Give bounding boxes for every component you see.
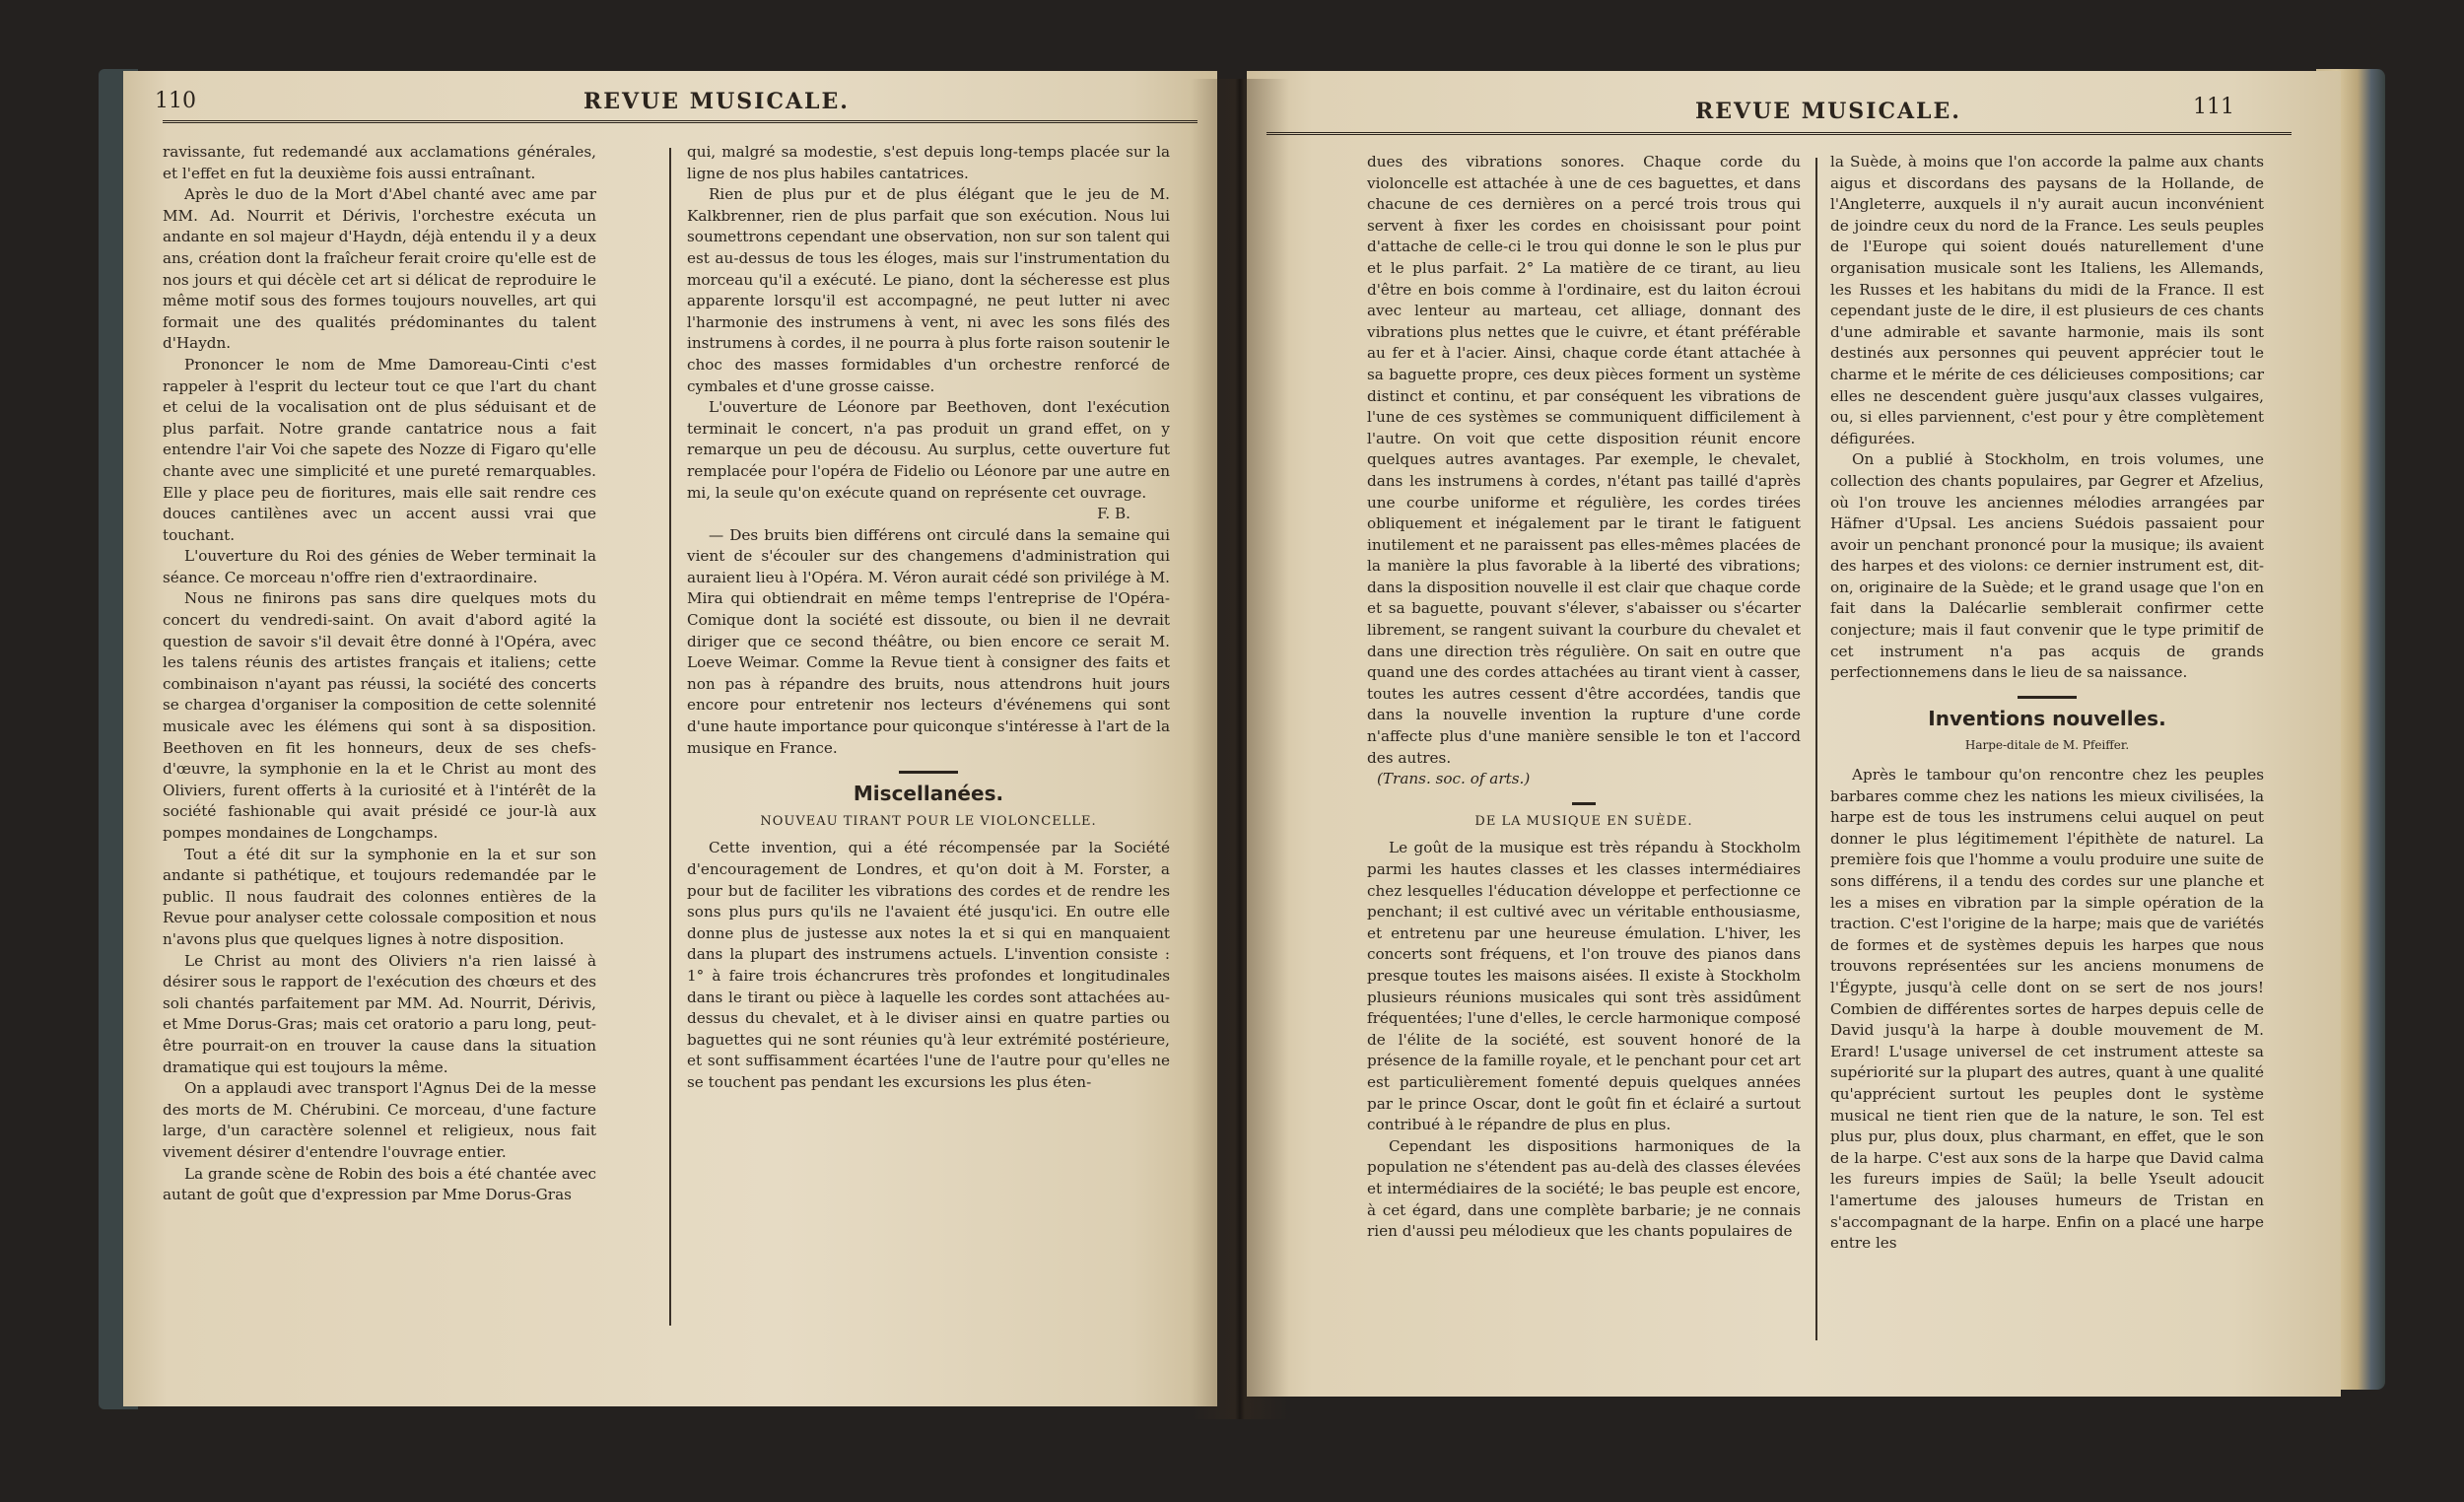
running-head-left: REVUE MUSICALE. (583, 89, 850, 114)
left-col1-paragraph: Après le duo de la Mort d'Abel chanté avec ame par MM. Ad. Nourrit et Dérivis, l'orchestre exécuta un andante en sol majeur d'Haydn, déjà entendu il y a deux ans, création dont la fraîcheur ferait croire qu'elle est de nos jours et qui décèle cet art si délicat de reproduire le même motif sous des formes toujours nouvelles, art qui formait une des qualités prédominantes du talent d'Haydn. (163, 185, 596, 353)
right-page-column-2 (1830, 152, 2264, 1255)
header-rule-right (1266, 132, 2292, 135)
left-col1-paragraph: La grande scène de Robin des bois a été chantée avec autant de goût que d'expression par Mme Dorus-Gras (163, 1164, 596, 1204)
left-col1-paragraph: L'ouverture du Roi des génies de Weber terminait la séance. Ce morceau n'offre rien d'extraordinaire. (163, 547, 596, 586)
left-col2-paragraph: L'ouverture de Léonore par Beethoven, dont l'exécution terminait le concert, n'a pas produit un grand effet, on y remarque un peu de décousu. Au surplus, cette ouverture fut remplacée pour l'opéra de Fidelio ou Léonore par une autre en mi, la seule qu'on exécute quand on représente cet ouvrage. (687, 398, 1170, 502)
right-col1-suede-paragraph: Cependant les dispositions harmoniques de la population ne s'étendent pas au-delà des classes élevées et intermédiaires de la société; le bas peuple est encore, à cet égard, dans une complète barbarie; je ne connais rien d'aussi peu mélodieux que les chants populaires de (1367, 1136, 1801, 1241)
section-separator (899, 771, 958, 774)
left-page-column-2 (687, 142, 1170, 1094)
page-number-left: 110 (155, 89, 196, 113)
column-rule-right (1815, 158, 1817, 1340)
left-col2-misc-paragraph: Cette invention, qui a été récompensée par la Société d'encouragement de Londres, et qu'on doit à M. Forster, a pour but de faciliter les vibrations des cordes et de rendre les sons plus purs qu'ils ne l'avaient été jusqu'ici. En outre elle donne plus de justesse aux notes la et si qui en manquaient dans la plupart des instrumens actuels. L'invention consiste : 1° à faire trois échancrures très profondes et longitudinales dans le tirant ou pièce à laquelle les cordes sont attachées au-dessus du chevalet, et à le diviser ainsi en quatre parties ou baguettes qui ne sont réunies qu'à leur extrémité postérieure, et sont suffisamment écartées l'une de l'autre pour qu'elles ne se touchent pas pendant les excursions les plus éten- (687, 839, 1170, 1091)
left-col1-paragraph: ravissante, fut redemandé aux acclamations générales, et l'effet en fut la deuxième fois aussi entraînant. (163, 143, 596, 182)
source-citation: (Trans. soc. of arts.) (1377, 770, 1531, 788)
left-col1-paragraph: On a applaudi avec transport l'Agnus Dei de la messe des morts de M. Chérubini. Ce morceau, d'une facture large, d'un caractère solennel et religieux, nous fait vivement désirer d'entendre l'ouvrage entier. (163, 1079, 596, 1161)
right-page-column-1 (1367, 152, 1801, 1243)
left-col1-paragraph: Prononcer le nom de Mme Damoreau-Cinti c'est rappeler à l'esprit du lecteur tout ce que l'art du chant et celui de la vocalisation ont de plus séduisant et de plus parfait. Notre grande cantatrice nous a fait entendre l'air Voi che sapete des Nozze di Figaro qu'elle chante avec une simplicité et une pureté remarquables. Elle y place peu de fioritures, mais elle sait rendre ces douces cantilènes avec un accent aussi vrai que touchant. (163, 355, 596, 544)
left-col2-paragraph: qui, malgré sa modestie, s'est depuis long-temps placée sur la ligne de nos plus habiles cantatrices. (687, 143, 1170, 182)
left-col2-news-paragraph: — Des bruits bien différens ont circulé dans la semaine qui vient de s'écouler sur des changemens d'administration qui auraient lieu à l'Opéra. M. Véron aurait cédé son privilége à M. Mira qui obtiendrait en même temps l'entreprise de l'Opéra-Comique dont la société est dissoute, ou bien il ne devrait diriger que ce second théâtre, ou bien encore ce serait M. Loeve Weimar. Comme la Revue tient à consigner des faits et non pas à répandre des bruits, nous attendrons huit jours encore pour entretenir nos lecteurs d'événemens qui sont d'une haute importance pour quiconque s'intéresse à l'art de la musique en France. (687, 525, 1170, 757)
column-rule-left (669, 148, 671, 1326)
right-page (1247, 71, 2341, 1397)
left-col1-paragraph: Le Christ au mont des Oliviers n'a rien laissé à désirer sous le rapport de l'exécution des chœurs et des soli chantés parfaitement par MM. Ad. Nourrit, Dérivis, et Mme Dorus-Gras; mais cet oratorio a paru long, peut-être pourrait-on en trouver la cause dans la situation dramatique qui est toujours la même. (163, 951, 596, 1076)
right-col2-paragraph: On a publié à Stockholm, en trois volumes, une collection des chants populaires, par Gegrer et Afzelius, où l'on trouve les anciennes mélodies arrangées par Häfner d'Upsal. Les anciens Suédois passaient pour avoir un penchant prononcé pour la musique; ils avaient des harpes et des violons: ce dernier instrument est, dit-on, originaire de la Suède; et le grand usage que l'on en fait dans la Dalécarlie semblerait confirmer cette conjecture; mais il faut convenir que le type primitif de cet instrument n'a pas acquis de grands perfectionnemens dans le lieu de sa naissance. (1830, 450, 2264, 682)
section-title-inventions: Inventions nouvelles. (1928, 706, 2166, 730)
left-col2-paragraph: Rien de plus pur et de plus élégant que le jeu de M. Kalkbrenner, rien de plus parfait que son exécution. Nous lui soumettrons cependant une observation, non sur son talent qui est au-dessus de tous les éloges, mais sur l'instrumentation du morceau qu'il a exécuté. Le piano, dont la sécheresse est plus apparente lorsqu'il est accompagné, ne peut lutter ni avec l'harmonie des instrumens à vent, ni avec les sons filés des instrumens à cordes, il ne pourra à plus forte raison soutenir le choc des masses formidables d'un orchestre renforcé de cymbales et d'une grosse caisse. (687, 185, 1170, 395)
right-col1-paragraph: dues des vibrations sonores. Chaque corde du violoncelle est attachée à une de ces baguettes, et dans chacune de ces dernières on a percé trois trous qui servent à fixer les cordes en choisissant pour point d'attache de celle-ci le trou qui donne le son le plus pur et le plus parfait. 2° La matière de ce tirant, au lieu d'être en bois comme à l'ordinaire, est du laiton écroui avec lenteur au marteau, cet alliage, donnant des vibrations plus nettes que le cuivre, et étant préférable au fer et à l'acier. Ainsi, chaque corde étant attachée à sa baguette propre, ces deux pièces forment un système distinct et continu, et par conséquent les vibrations de l'une de ces systèmes se communiquent difficilement à l'autre. On voit que cette disposition réunit encore quelques autres avantages. Par exemple, le chevalet, dans les instrumens à cordes, n'étant pas taillé d'après une courbe uniforme et régulière, les cordes tirées obliquement et inégalement par le tirant le fatiguent inutilement et ne paraissent pas elles-mêmes placées de la manière la plus favorable à la liberté des vibrations; dans la disposition nouvelle il est clair que chaque corde et sa baguette, pouvant s'élever, s'abaisser ou s'écarter librement, se rangent suivant la courbure du chevalet et dans une direction très régulière. On sait en outre que quand une des cordes attachées au tirant vient à casser, toutes les autres cessent d'être accordées, tandis que dans la nouvelle invention la rupture d'une corde n'affecte plus d'une manière sensible le ton et l'accord des autres. (1367, 153, 1801, 767)
page-number-right: 111 (2193, 95, 2234, 119)
right-col1-suede-paragraph: Le goût de la musique est très répandu à Stockholm parmi les hautes classes et les classes intermédiaires chez lesquelles l'éducation développe et perfectionne ce penchant; il est cultivé avec un véritable enthousiasme, et entretenu par une heureuse émulation. L'hiver, les concerts sont fréquens, et l'on trouve des pianos dans presque toutes les maisons aisées. Il existe à Stockholm plusieurs réunions musicales qui sont très assidûment fréquentées; l'une d'elles, le cercle harmonique composé de l'élite de la société, est souvent honoré de la présence de la famille royale, et le penchant pour cet art est particulièrement fomenté depuis quelques années par le prince Oscar, dont le goût fin et éclairé a surtout contribué à le répandre de plus en plus. (1367, 839, 1801, 1134)
signature-fb: F. B. (1097, 505, 1130, 523)
left-page (123, 71, 1217, 1406)
subsection-title-harpe: Harpe-ditale de M. Pfeiffer. (1964, 738, 2130, 753)
left-col1-paragraph: Nous ne finirons pas sans dire quelques mots du concert du vendredi-saint. On avait d'abord agité la question de savoir s'il devait être donné à l'Opéra, avec les talens réunis des artistes français et italiens; cette combinaison n'ayant pas réussi, la société des concerts se chargea d'organiser la composition de cette solennité musicale avec les élémens qui sont à sa disposition. Beethoven en fit les honneurs, deux de ses chefs-d'œuvre, la symphonie en la et le Christ au mont des Oliviers, furent offerts à la curiosité et à l'intérêt de la société fashionable qui avait présidé ce jour-là aux pompes mondaines de Longchamps. (163, 589, 596, 842)
running-head-right: REVUE MUSICALE. (1695, 99, 1961, 124)
left-page-column-1 (163, 142, 596, 1206)
subsection-separator (1572, 802, 1596, 805)
header-rule-left (163, 120, 1198, 123)
right-col2-harpe-paragraph: Après le tambour qu'on rencontre chez les peuples barbares comme chez les nations les mieux civilisées, la harpe est de tous les instrumens celui auquel on peut donner le plus légitimement l'épithète de naturel. La première fois que l'homme a voulu produire une suite de sons différens, il a tendu des cordes sur une planche et les a mises en vibration par la simple opération de la traction. C'est l'origine de la harpe; mais que de variétés de formes et de systèmes depuis les harpes que nous trouvons représentées sur les anciens monumens de l'Égypte, jusqu'à celle dont on se sert de nos jours! Combien de différentes sortes de harpes depuis celle de David jusqu'à la harpe à double mouvement de M. Erard! L'usage universel de cet instrument atteste sa supériorité sur la plupart des autres, quant à une qualité qu'apprécient surtout les peuples dont le système musical ne tient rien que de la nature, le son. Tel est plus pur, plus doux, plus charmant, en effet, que le son de la harpe. C'est aux sons de la harpe que David calma les fureurs impies de Saül; la belle Yseult adoucit l'amertume des jalouses humeurs de Tristan en s'accompagnant de la harpe. Enfin on a placé une harpe entre les (1830, 766, 2264, 1253)
subsection-title-suede: DE LA MUSIQUE EN SUÈDE. (1474, 813, 1693, 829)
left-col1-paragraph: Tout a été dit sur la symphonie en la et sur son andante si pathétique, et toujours redemandée par le public. Il nous faudrait des colonnes entières de la Revue pour analyser cette colossale composition et nous n'avons plus que quelques lignes à notre disposition. (163, 845, 596, 948)
section-title-miscellanees: Miscellanées. (853, 782, 1004, 806)
subsection-title-violoncelle: NOUVEAU TIRANT POUR LE VIOLONCELLE. (760, 813, 1097, 829)
section-separator-right (2018, 696, 2077, 699)
right-col2-paragraph: la Suède, à moins que l'on accorde la palme aux chants aigus et discordans des paysans de la Hollande, de l'Angleterre, auxquels il n'y aurait aucun inconvénient de joindre ceux du nord de la France. Les seuls peuples de l'Europe qui soient doués naturellement d'une organisation musicale sont les Italiens, les Allemands, les Russes et les habitans du midi de la France. Il est cependant juste de le dire, il est plusieurs de ces chants d'une admirable et savante harmonie, mais ils sont destinés aux personnes qui peuvent apprécier tout le charme et le mérite de ces délicieuses compositions; car elles ne descendent guère jusqu'aux classes vulgaires, ou, si elles parviennent, c'est pour y être complètement défigurées. (1830, 153, 2264, 447)
